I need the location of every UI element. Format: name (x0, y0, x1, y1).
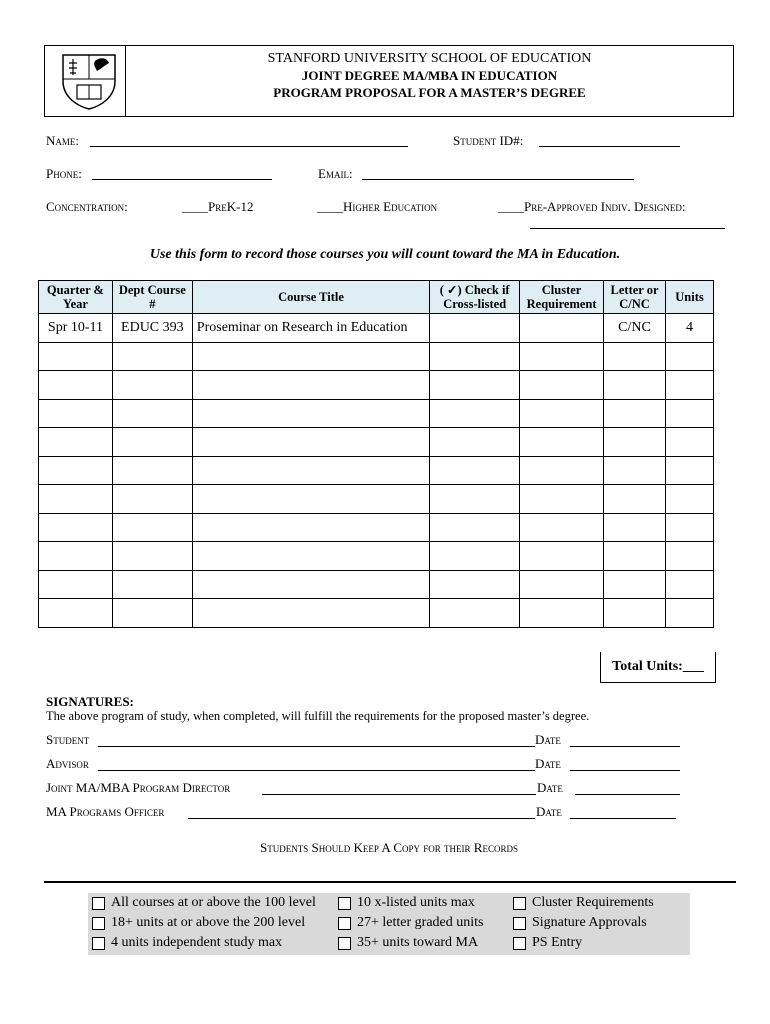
checklist-item[interactable] (338, 915, 483, 931)
checklist-item[interactable] (513, 915, 647, 931)
cell-title[interactable]: Proseminar on Research in Education (192, 314, 429, 343)
cell-cluster[interactable] (520, 342, 604, 371)
pre-approved-field[interactable] (530, 228, 725, 229)
cell-letter[interactable] (604, 542, 666, 571)
cell-cluster[interactable] (520, 371, 604, 400)
cell-quarter[interactable] (39, 456, 113, 485)
header-line-1: STANFORD UNIVERSITY SCHOOL OF EDUCATION (267, 51, 592, 66)
cell-quarter[interactable] (39, 342, 113, 371)
director-signature-label: Joint MA/MBA Program Director (46, 780, 231, 795)
cell-title[interactable] (192, 371, 429, 400)
cell-cluster[interactable] (520, 485, 604, 514)
cell-dept[interactable] (112, 599, 192, 628)
officer-date-field[interactable] (570, 818, 676, 819)
student-id-field[interactable] (539, 146, 680, 147)
col-header-letter: Letter or C/NC (604, 281, 666, 314)
cell-letter[interactable] (604, 342, 666, 371)
cell-check[interactable] (430, 342, 520, 371)
checkbox-icon[interactable] (92, 937, 105, 950)
checkbox-icon[interactable] (338, 937, 351, 950)
cell-letter[interactable] (604, 371, 666, 400)
checklist-item[interactable] (338, 935, 478, 951)
cell-dept[interactable] (112, 570, 192, 599)
cell-dept[interactable] (112, 542, 192, 571)
cell-check[interactable] (430, 599, 520, 628)
col-header-check: ( ✓) Check if Cross-listed (430, 281, 520, 314)
cell-dept[interactable] (112, 513, 192, 542)
col-header-quarter: Quarter & Year (39, 281, 113, 314)
table-row (39, 599, 714, 628)
cell-cluster[interactable] (520, 314, 604, 343)
checkbox-icon[interactable] (92, 897, 105, 910)
cell-cluster[interactable] (520, 428, 604, 457)
checklist-label: All courses at or above the 100 level (111, 895, 316, 910)
cell-dept[interactable] (112, 485, 192, 514)
total-units: Total Units:___ (600, 652, 716, 683)
cell-check[interactable] (430, 314, 520, 343)
cell-dept[interactable] (112, 371, 192, 400)
col-header-units: Units (665, 281, 713, 314)
checklist-label: 4 units independent study max (111, 935, 283, 950)
cell-letter[interactable] (604, 485, 666, 514)
signatures-note: The above program of study, when completed, will fulfill the requirements for the proposed master’s degree. (46, 709, 590, 723)
email-label: Email: (318, 166, 353, 181)
cell-units[interactable] (665, 513, 713, 542)
cell-check[interactable] (430, 570, 520, 599)
cell-units[interactable]: 4 (665, 314, 713, 343)
cell-units[interactable] (665, 599, 713, 628)
courses-table (38, 280, 714, 628)
student-signature-label: Student (46, 732, 90, 747)
table-row (39, 485, 714, 514)
student-signature-field[interactable] (98, 746, 535, 747)
table-row (39, 314, 714, 343)
cell-letter[interactable] (604, 570, 666, 599)
cell-letter[interactable] (604, 599, 666, 628)
header-line-2: JOINT DEGREE MA/MBA IN EDUCATION (301, 68, 558, 83)
cell-title[interactable] (192, 599, 429, 628)
concentration-label: Concentration: (46, 199, 128, 214)
col-header-dept: Dept Course # (112, 281, 192, 314)
checklist-item[interactable] (338, 895, 475, 911)
checklist-label: 18+ units at or above the 200 level (111, 915, 306, 930)
cell-quarter[interactable] (39, 399, 113, 428)
phone-field[interactable] (92, 179, 272, 180)
table-row (39, 342, 714, 371)
checklist-label: Signature Approvals (532, 915, 647, 930)
cell-title[interactable] (192, 570, 429, 599)
cell-units[interactable] (665, 456, 713, 485)
director-date-field[interactable] (575, 794, 680, 795)
cell-quarter[interactable] (39, 428, 113, 457)
table-row (39, 371, 714, 400)
cell-title[interactable] (192, 428, 429, 457)
cell-quarter[interactable] (39, 599, 113, 628)
officer-signature-label: MA Programs Officer (46, 804, 165, 819)
cell-letter[interactable] (604, 428, 666, 457)
option-pre-approved[interactable]: ____Pre-Approved Indiv. Designed: (498, 199, 686, 214)
cell-check[interactable] (430, 428, 520, 457)
checkbox-icon[interactable] (338, 897, 351, 910)
checklist-item[interactable] (92, 935, 282, 951)
student-date-label: Date (535, 732, 561, 747)
divider (44, 881, 736, 883)
checkbox-icon[interactable] (338, 917, 351, 930)
cell-check[interactable] (430, 542, 520, 571)
checkbox-icon[interactable] (92, 917, 105, 930)
cell-check[interactable] (430, 456, 520, 485)
table-header-row (39, 281, 714, 314)
cell-units[interactable] (665, 485, 713, 514)
cell-units[interactable] (665, 542, 713, 571)
cell-check[interactable] (430, 399, 520, 428)
cell-title[interactable] (192, 456, 429, 485)
director-signature-field[interactable] (262, 794, 536, 795)
checklist-item[interactable] (513, 935, 582, 951)
table-row (39, 399, 714, 428)
cell-dept[interactable]: EDUC 393 (112, 314, 192, 343)
checklist-item[interactable] (92, 895, 316, 911)
advisor-signature-label: Advisor (46, 756, 89, 771)
cell-cluster[interactable] (520, 399, 604, 428)
cell-cluster[interactable] (520, 570, 604, 599)
cell-letter[interactable] (604, 456, 666, 485)
logo-cell (45, 46, 126, 116)
checklist-label: Cluster Requirements (532, 895, 654, 910)
table-row (39, 570, 714, 599)
checklist-label: 35+ units toward MA (357, 935, 479, 950)
checkbox-icon[interactable] (513, 897, 526, 910)
email-field[interactable] (362, 179, 634, 180)
name-field[interactable] (90, 146, 408, 147)
cell-dept[interactable] (112, 399, 192, 428)
table-row (39, 542, 714, 571)
checklist-item[interactable] (513, 895, 654, 911)
checklist-label: PS Entry (532, 935, 583, 950)
cell-cluster[interactable] (520, 513, 604, 542)
advisor-signature-field[interactable] (98, 770, 535, 771)
cell-quarter[interactable]: Spr 10-11 (39, 314, 113, 343)
cell-dept[interactable] (112, 342, 192, 371)
director-date-label: Date (537, 780, 563, 795)
cell-quarter[interactable] (39, 513, 113, 542)
cell-title[interactable] (192, 485, 429, 514)
checklist-label: 27+ letter graded units (357, 915, 484, 930)
cell-units[interactable] (665, 428, 713, 457)
table-row (39, 513, 714, 542)
student-id-label: Student ID#: (453, 133, 524, 148)
cell-check[interactable] (430, 513, 520, 542)
stanford-seal-icon (59, 49, 119, 111)
student-date-field[interactable] (570, 746, 680, 747)
cell-dept[interactable] (112, 456, 192, 485)
table-row (39, 428, 714, 457)
cell-check[interactable] (430, 371, 520, 400)
checklist-item[interactable] (92, 915, 305, 931)
col-header-title: Course Title (192, 281, 429, 314)
cell-dept[interactable] (112, 428, 192, 457)
keep-copy-note: Students Should Keep A Copy for their Records (260, 840, 518, 855)
checkbox-icon[interactable] (513, 937, 526, 950)
cell-cluster[interactable] (520, 542, 604, 571)
instruction-text: Use this form to record those courses you will count toward the MA in Education. (149, 247, 621, 262)
cell-units[interactable] (665, 371, 713, 400)
cell-units[interactable] (665, 570, 713, 599)
header-line-3: PROGRAM PROPOSAL FOR A MASTER’S DEGREE (273, 85, 586, 100)
table-row (39, 456, 714, 485)
officer-date-label: Date (536, 804, 562, 819)
cell-letter[interactable] (604, 399, 666, 428)
officer-signature-field[interactable] (188, 818, 535, 819)
cell-quarter[interactable] (39, 542, 113, 571)
cell-title[interactable] (192, 399, 429, 428)
cell-cluster[interactable] (520, 599, 604, 628)
phone-label: Phone: (46, 166, 82, 181)
cell-units[interactable] (665, 399, 713, 428)
col-header-cluster: Cluster Requirement (520, 281, 604, 314)
advisor-date-label: Date (535, 756, 561, 771)
checklist-label: 10 x-listed units max (357, 895, 475, 910)
cell-letter[interactable] (604, 513, 666, 542)
name-label: Name: (46, 133, 79, 148)
header-titles (126, 50, 733, 101)
checkbox-icon[interactable] (513, 917, 526, 930)
cell-cluster[interactable] (520, 456, 604, 485)
cell-title[interactable] (192, 513, 429, 542)
cell-title[interactable] (192, 542, 429, 571)
signatures-heading: SIGNATURES: (46, 694, 134, 709)
cell-quarter[interactable] (39, 570, 113, 599)
cell-check[interactable] (430, 485, 520, 514)
cell-letter[interactable]: C/NC (604, 314, 666, 343)
advisor-date-field[interactable] (570, 770, 680, 771)
cell-quarter[interactable] (39, 485, 113, 514)
option-prek12[interactable]: ____PreK-12 (182, 199, 254, 214)
option-higher-education[interactable]: ____Higher Education (317, 199, 438, 214)
cell-title[interactable] (192, 342, 429, 371)
cell-units[interactable] (665, 342, 713, 371)
header-box (44, 45, 734, 117)
cell-quarter[interactable] (39, 371, 113, 400)
